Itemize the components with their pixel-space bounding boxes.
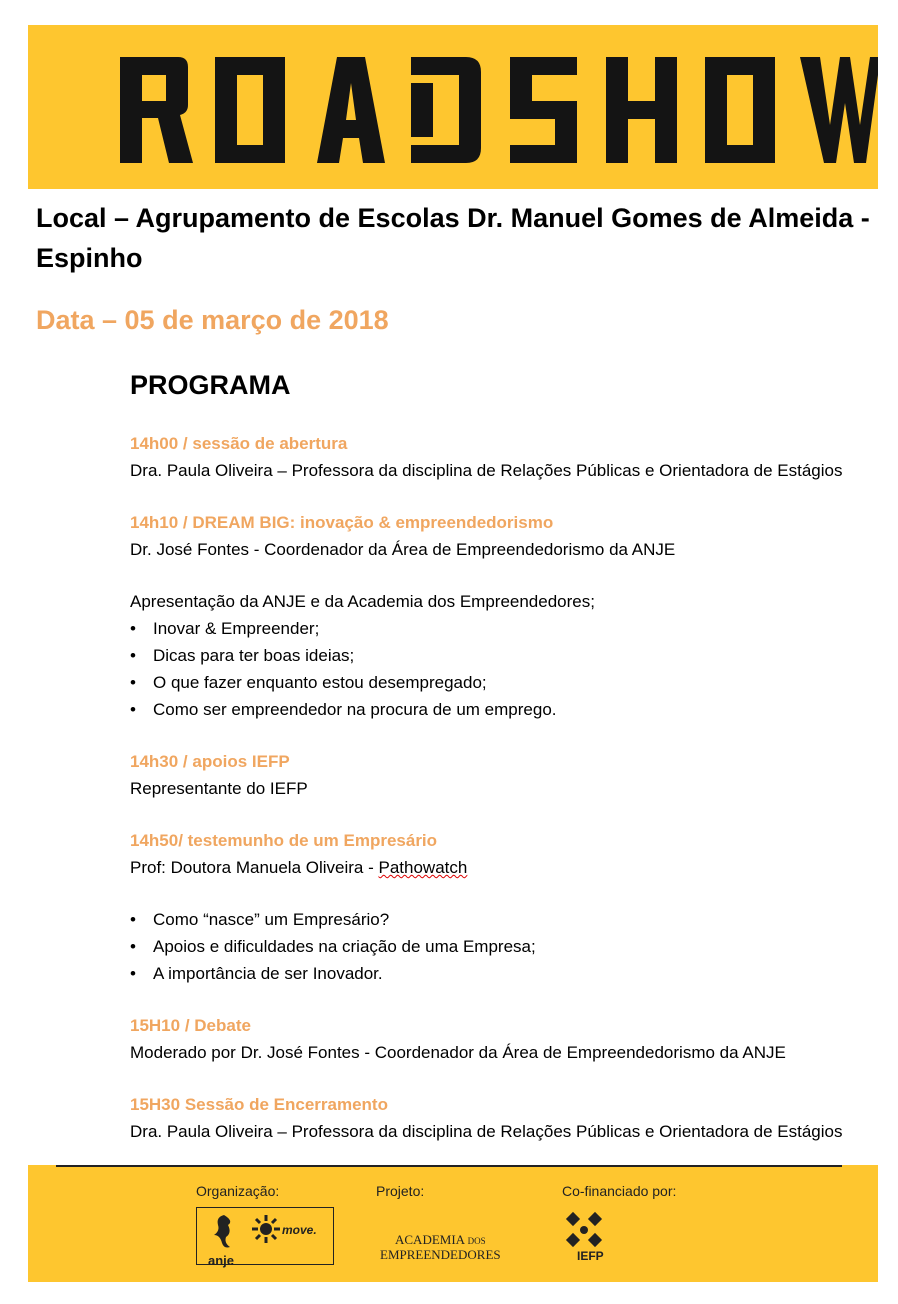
organizacao-label: Organização:: [196, 1183, 280, 1199]
anje-logo: anje: [208, 1253, 235, 1268]
session-intro: Apresentação da ANJE e da Academia dos Empreendedores;: [130, 592, 595, 611]
anje-icon: [210, 1213, 238, 1251]
session-time-title: 14h00 / sessão de abertura: [130, 434, 348, 453]
roadshow-banner: [28, 25, 878, 189]
list-item: • O que fazer enquanto estou desempregado;: [130, 669, 890, 696]
session-speaker: Dr. José Fontes - Coordenador da Área de Empreendedorismo da ANJE: [130, 540, 676, 559]
session-speaker: Representante do IEFP: [130, 779, 308, 798]
session-time-title: 14h30 / apoios IEFP: [130, 752, 290, 771]
session-time-title: 14h50/ testemunho de um Empresário: [130, 831, 438, 850]
session-time-title: 15H30 Sessão de Encerramento: [130, 1095, 388, 1114]
iefp-icon: [564, 1211, 604, 1249]
list-item: • Dicas para ter boas ideias;: [130, 642, 890, 669]
bullet-icon: •: [130, 937, 136, 956]
sun-icon: [250, 1213, 282, 1245]
list-item: • Como ser empreendedor na procura de um emprego.: [130, 696, 890, 723]
bullet-icon: •: [130, 910, 136, 929]
footer-sponsors: [28, 1165, 878, 1282]
session-time-title: 15H10 / Debate: [130, 1016, 251, 1035]
company-name: Pathowatch: [378, 858, 468, 877]
list-item: • Inovar & Empreender;: [130, 615, 890, 642]
move-logo: move.: [282, 1223, 317, 1237]
list-item: • Como “nasce” um Empresário?: [130, 906, 890, 933]
program-schedule: [130, 430, 890, 1145]
cofinanciado-label: Co-financiado por:: [562, 1183, 677, 1199]
bullet-icon: •: [130, 646, 136, 665]
academia-logo: ACADEMIA DOS EMPREENDEDORES: [380, 1232, 501, 1262]
event-location: Local – Agrupamento de Escolas Dr. Manuel Gomes de Almeida - Espinho: [36, 203, 870, 273]
programa-heading: PROGRAMA: [130, 370, 291, 400]
iefp-logo: IEFP: [577, 1249, 604, 1263]
roadshow-logo: [28, 25, 878, 189]
list-item: • A importância de ser Inovador.: [130, 960, 890, 987]
bullet-icon: •: [130, 964, 136, 983]
bullet-icon: •: [130, 700, 136, 719]
session-speaker: Prof: Doutora Manuela Oliveira - Pathowatch: [130, 858, 468, 877]
footer-divider: [56, 1165, 842, 1167]
list-item: • Apoios e dificuldades na criação de uma Empresa;: [130, 933, 890, 960]
session-time-title: 14h10 / DREAM BIG: inovação & empreendedorismo: [130, 513, 554, 532]
event-date: Data – 05 de março de 2018: [36, 305, 389, 335]
session-speaker: Dra. Paula Oliveira – Professora da disciplina de Relações Públicas e Orientadora de Estágios: [130, 461, 843, 480]
session-speaker: Moderado por Dr. José Fontes - Coordenador da Área de Empreendedorismo da ANJE: [130, 1043, 786, 1062]
projeto-label: Projeto:: [376, 1183, 425, 1199]
session-speaker: Dra. Paula Oliveira – Professora da disciplina de Relações Públicas e Orientadora de Estágios: [130, 1122, 843, 1141]
bullet-icon: •: [130, 619, 136, 638]
bullet-icon: •: [130, 673, 136, 692]
